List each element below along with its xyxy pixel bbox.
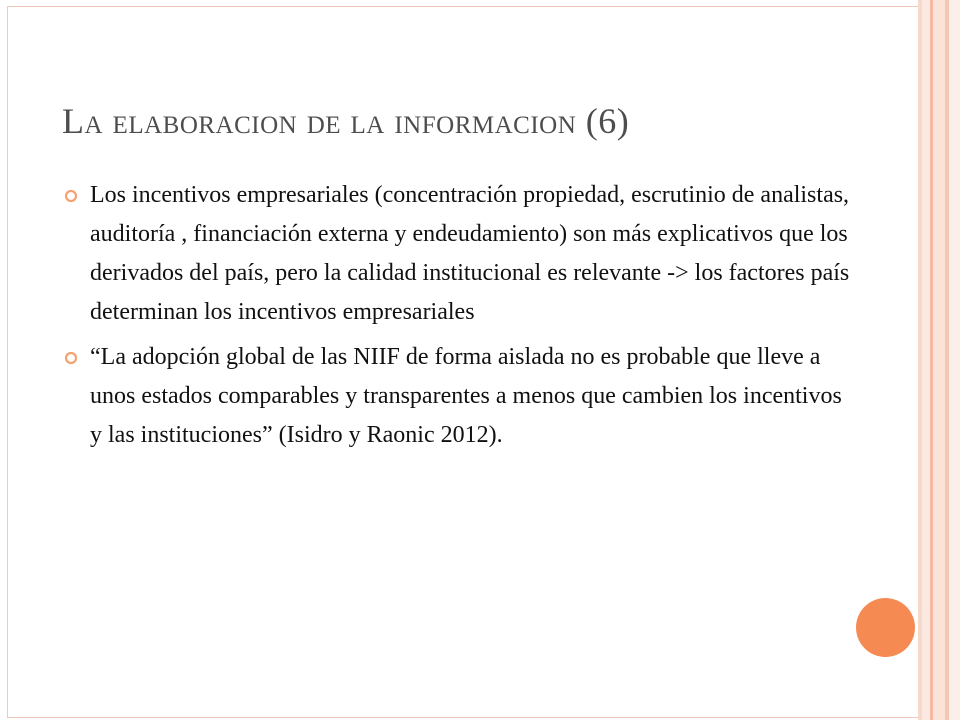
bullet-text: Los incentivos empresariales (concentración propiedad, escrutinio de analistas, auditoría , financiación externa y endeudamiento) son más explicativos que los derivados del país, pero la calidad institucional es relevante -> los factores país determinan los incentivos empresariales [90, 182, 850, 325]
slide-title: La elaboracion de la informacion (6) [62, 101, 630, 141]
decorative-stripe [933, 0, 945, 720]
decorative-stripe [949, 0, 960, 720]
hollow-circle-bullet-icon [64, 351, 78, 365]
bullet-item [58, 176, 858, 332]
hollow-circle-bullet-icon [64, 189, 78, 203]
decorative-stripe [922, 0, 930, 720]
bullet-item [58, 338, 858, 455]
bullet-list [58, 176, 858, 461]
decorative-orange-circle [856, 598, 915, 657]
bullet-text: “La adopción global de las NIIF de forma aislada no es probable que lleve a unos estados comparables y transparentes a menos que cambien los incentivos y las instituciones” (Isidro y Raonic 2012). [90, 344, 842, 448]
